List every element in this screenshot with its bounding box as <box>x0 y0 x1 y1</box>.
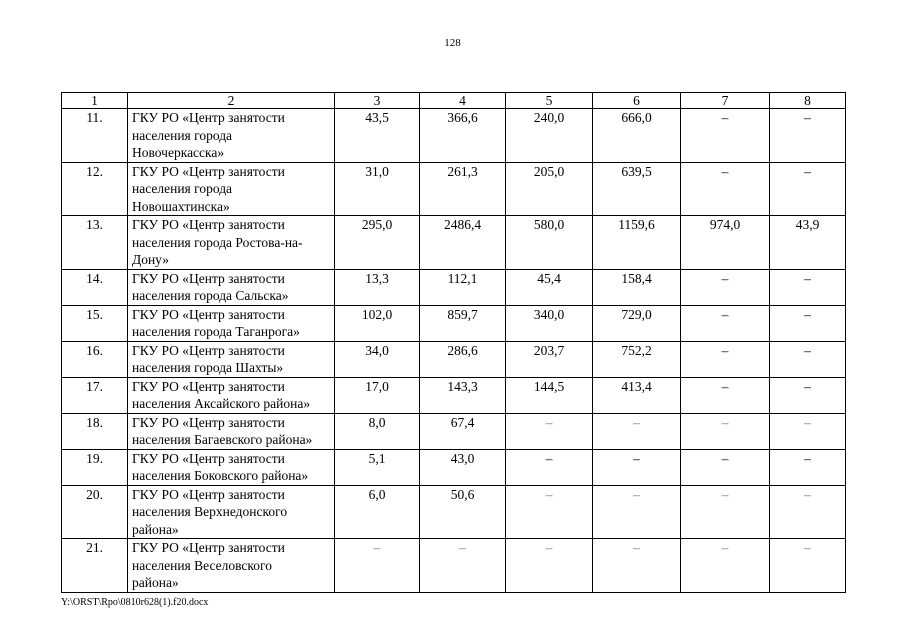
value-cell-col-6: – <box>593 413 681 449</box>
value-cell-col-7: – <box>681 377 770 413</box>
value-cell-col-7: – <box>681 109 770 163</box>
row-number: 20. <box>62 485 128 539</box>
value-cell-col-3: 17,0 <box>335 377 420 413</box>
table-row <box>62 413 846 449</box>
value-cell-col-4: 112,1 <box>420 269 506 305</box>
value-cell-col-5: – <box>506 485 593 539</box>
organization-name-line: ГКУ РО «Центр занятости <box>132 414 285 430</box>
value-cell-col-6: – <box>593 539 681 593</box>
row-number: 21. <box>62 539 128 593</box>
value-cell-col-3: 6,0 <box>335 485 420 539</box>
organization-name-line: населения города <box>132 127 233 143</box>
value-cell-col-4: 261,3 <box>420 162 506 216</box>
value-cell-col-5: 45,4 <box>506 269 593 305</box>
value-cell-col-7: – <box>681 539 770 593</box>
row-number: 15. <box>62 305 128 341</box>
row-number: 17. <box>62 377 128 413</box>
header-row <box>62 93 846 109</box>
organization-name-line: ГКУ РО «Центр занятости <box>132 342 285 358</box>
value-cell-col-6: 752,2 <box>593 341 681 377</box>
value-cell-col-3: 8,0 <box>335 413 420 449</box>
organization-name-line: района» <box>132 575 179 590</box>
value-cell-col-8: – <box>770 449 846 485</box>
value-cell-col-5: – <box>506 413 593 449</box>
table-row <box>62 449 846 485</box>
organization-name-line: ГКУ РО «Центр занятости <box>132 110 285 125</box>
value-cell-col-4: – <box>420 539 506 593</box>
value-cell-col-6: – <box>593 485 681 539</box>
table-row <box>62 539 846 593</box>
organization-name-line: ГКУ РО «Центр занятости <box>132 217 285 232</box>
value-cell-col-5: 203,7 <box>506 341 593 377</box>
organization-name-line: ГКУ РО «Центр занятости <box>132 163 285 179</box>
value-cell-col-8: – <box>770 341 846 377</box>
column-header-2: 2 <box>128 93 335 109</box>
value-cell-col-5: 580,0 <box>506 216 593 270</box>
value-cell-col-3: 295,0 <box>335 216 420 270</box>
column-header-1: 1 <box>62 93 128 109</box>
table-row <box>62 305 846 341</box>
value-cell-col-4: 67,4 <box>420 413 506 449</box>
value-cell-col-5: 340,0 <box>506 305 593 341</box>
value-cell-col-5: 144,5 <box>506 377 593 413</box>
column-header-8: 8 <box>770 93 846 109</box>
table-body <box>62 109 846 593</box>
value-cell-col-4: 286,6 <box>420 341 506 377</box>
value-cell-col-3: 31,0 <box>335 162 420 216</box>
row-number: 19. <box>62 449 128 485</box>
value-cell-col-7: – <box>681 305 770 341</box>
value-cell-col-7: – <box>681 449 770 485</box>
value-cell-col-5: 205,0 <box>506 162 593 216</box>
value-cell-col-4: 143,3 <box>420 377 506 413</box>
column-header-5: 5 <box>506 93 593 109</box>
organization-name <box>128 109 335 163</box>
column-header-3: 3 <box>335 93 420 109</box>
organization-name-line: ГКУ РО «Центр занятости <box>132 270 285 286</box>
value-cell-col-8: 43,9 <box>770 216 846 270</box>
organization-name <box>128 377 335 413</box>
organization-name <box>128 413 335 449</box>
value-cell-col-4: 43,0 <box>420 449 506 485</box>
value-cell-col-3: 43,5 <box>335 109 420 163</box>
value-cell-col-7: – <box>681 341 770 377</box>
value-cell-col-8: – <box>770 485 846 539</box>
value-cell-col-4: 366,6 <box>420 109 506 163</box>
organization-name-line: населения города Шахты» <box>132 360 284 375</box>
organization-name-line: населения Боковского района» <box>132 468 309 483</box>
organization-name-line: населения Верхнедонского <box>132 504 288 519</box>
value-cell-col-6: 729,0 <box>593 305 681 341</box>
organization-name-line: населения города Таганрога» <box>132 324 300 339</box>
data-table <box>61 92 846 593</box>
value-cell-col-7: – <box>681 162 770 216</box>
value-cell-col-3: 102,0 <box>335 305 420 341</box>
value-cell-col-6: 639,5 <box>593 162 681 216</box>
organization-name-line: населения города Ростова-на- <box>132 234 303 250</box>
column-header-7: 7 <box>681 93 770 109</box>
value-cell-col-8: – <box>770 413 846 449</box>
row-number: 16. <box>62 341 128 377</box>
organization-name <box>128 162 335 216</box>
organization-name-line: Новочеркасска» <box>132 145 225 160</box>
organization-name-line: Новошахтинска» <box>132 198 230 214</box>
value-cell-col-5: – <box>506 539 593 593</box>
table-row <box>62 377 846 413</box>
value-cell-col-8: – <box>770 162 846 216</box>
organization-name <box>128 539 335 593</box>
value-cell-col-7: – <box>681 485 770 539</box>
table-row <box>62 162 846 216</box>
organization-name <box>128 216 335 270</box>
value-cell-col-8: – <box>770 377 846 413</box>
row-number: 13. <box>62 216 128 270</box>
value-cell-col-6: – <box>593 449 681 485</box>
row-number: 18. <box>62 413 128 449</box>
organization-name-line: населения города <box>132 181 233 196</box>
organization-name-line: населения Аксайского района» <box>132 396 311 411</box>
value-cell-col-4: 859,7 <box>420 305 506 341</box>
value-cell-col-7: – <box>681 413 770 449</box>
value-cell-col-3: – <box>335 539 420 593</box>
organization-name-line: ГКУ РО «Центр занятости <box>132 450 285 466</box>
value-cell-col-7: 974,0 <box>681 216 770 270</box>
organization-name-line: населения Веселовского <box>132 557 272 573</box>
row-number: 11. <box>62 109 128 163</box>
row-number: 12. <box>62 162 128 216</box>
value-cell-col-5: 240,0 <box>506 109 593 163</box>
value-cell-col-5: – <box>506 449 593 485</box>
value-cell-col-4: 50,6 <box>420 485 506 539</box>
value-cell-col-8: – <box>770 539 846 593</box>
page-number: 128 <box>444 37 461 49</box>
organization-name <box>128 485 335 539</box>
column-header-4: 4 <box>420 93 506 109</box>
organization-name-line: ГКУ РО «Центр занятости <box>132 306 285 322</box>
value-cell-col-8: – <box>770 269 846 305</box>
organization-name-line: ГКУ РО «Центр занятости <box>132 540 285 555</box>
organization-name-line: ГКУ РО «Центр занятости <box>132 378 285 394</box>
organization-name-line: района» <box>132 521 179 537</box>
value-cell-col-6: 1159,6 <box>593 216 681 270</box>
column-header-6: 6 <box>593 93 681 109</box>
footer-file-path: Y:\ORST\Rpo\0810r628(1).f20.docx <box>61 597 209 608</box>
value-cell-col-6: 413,4 <box>593 377 681 413</box>
value-cell-col-8: – <box>770 109 846 163</box>
organization-name-line: ГКУ РО «Центр занятости <box>132 486 285 502</box>
value-cell-col-8: – <box>770 305 846 341</box>
value-cell-col-6: 666,0 <box>593 109 681 163</box>
organization-name <box>128 269 335 305</box>
value-cell-col-4: 2486,4 <box>420 216 506 270</box>
value-cell-col-3: 13,3 <box>335 269 420 305</box>
organization-name <box>128 305 335 341</box>
value-cell-col-6: 158,4 <box>593 269 681 305</box>
table-row <box>62 485 846 539</box>
table-row <box>62 269 846 305</box>
organization-name-line: населения города Сальска» <box>132 288 289 303</box>
value-cell-col-7: – <box>681 269 770 305</box>
organization-name <box>128 341 335 377</box>
organization-name-line: населения Багаевского района» <box>132 432 313 447</box>
value-cell-col-3: 34,0 <box>335 341 420 377</box>
table-row <box>62 109 846 163</box>
organization-name-line: Дону» <box>132 252 170 267</box>
organization-name <box>128 449 335 485</box>
row-number: 14. <box>62 269 128 305</box>
value-cell-col-3: 5,1 <box>335 449 420 485</box>
table-row <box>62 341 846 377</box>
table-row <box>62 216 846 270</box>
